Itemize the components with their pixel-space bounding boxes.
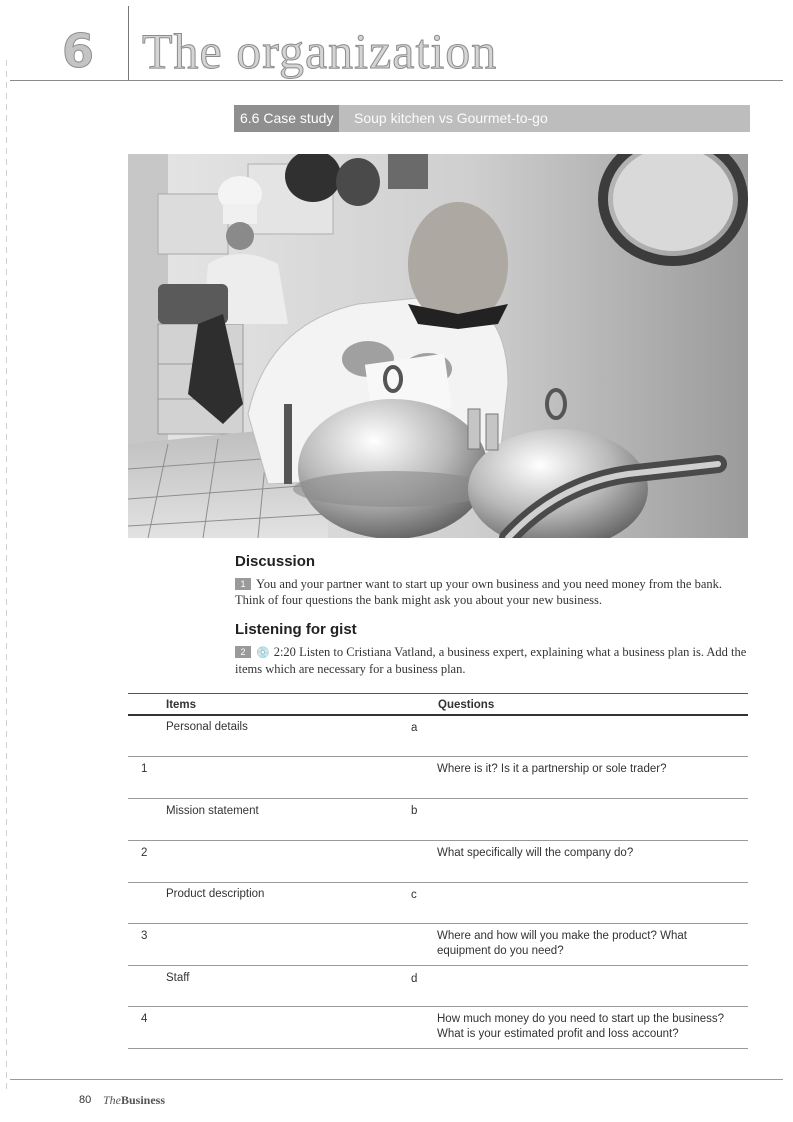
case-study-banner (234, 105, 750, 132)
chapter-divider (128, 6, 129, 80)
discussion-body: You and your partner want to start up your own business and you need money from the bank. Think of four questions the bank might ask you about your new business. (235, 577, 723, 607)
row-question: What specifically will the company do? (437, 847, 634, 859)
questions-column-header: Questions (438, 699, 495, 711)
row-question: Where and how will you make the product? What equipment do you need? (437, 930, 687, 957)
row-number: 4 (141, 1013, 148, 1025)
row-number: 1 (141, 763, 148, 775)
listening-heading: Listening for gist (235, 621, 357, 638)
scan-edge (6, 60, 7, 1090)
row-divider (128, 882, 748, 883)
row-divider (128, 840, 748, 841)
exercise-number-2: 2 (235, 646, 251, 658)
exercise-number-1: 1 (235, 578, 251, 590)
row-item: Staff (166, 972, 190, 984)
row-number: 3 (141, 930, 148, 942)
header-rule (10, 80, 783, 81)
row-item: Mission statement (166, 805, 259, 817)
row-divider (128, 923, 748, 924)
cd-icon: 💿 (256, 646, 270, 659)
case-study-label: 6.6 Case study (234, 105, 339, 132)
discussion-heading: Discussion (235, 553, 316, 570)
row-item: Product description (166, 888, 265, 900)
row-divider (128, 1006, 748, 1007)
chapter-title: The organization (142, 23, 498, 79)
row-divider (128, 798, 748, 799)
discussion-text (235, 576, 750, 608)
chef-photo (128, 154, 748, 538)
case-study-title: Soup kitchen vs Gourmet-to-go (354, 110, 548, 126)
book-title-name: Business (121, 1093, 166, 1107)
row-divider (128, 1048, 748, 1049)
row-item: Personal details (166, 721, 248, 733)
row-question: Where is it? Is it a partnership or sole trader? (437, 763, 667, 775)
listening-body: Listen to Cristiana Vatland, a business expert, explaining what a business plan is. Add the items which are necessary for a business plan. (235, 645, 747, 676)
row-letter: a (411, 722, 418, 734)
row-letter: b (411, 805, 418, 817)
footer-rule (10, 1079, 783, 1080)
row-divider (128, 756, 748, 757)
table-top-rule (128, 693, 748, 694)
listening-text (235, 644, 750, 677)
row-divider (128, 965, 748, 966)
audio-track: 2:20 (273, 645, 296, 659)
row-number: 2 (141, 847, 148, 859)
chapter-number: 6 (62, 24, 95, 78)
page-number: 80 (79, 1094, 92, 1106)
items-column-header: Items (166, 699, 197, 711)
row-question: How much money do you need to start up the business? What is your estimated profit and loss account? (437, 1013, 725, 1040)
row-letter: c (411, 889, 417, 901)
table-header-rule (128, 714, 748, 716)
book-title (103, 1093, 165, 1108)
row-letter: d (411, 973, 418, 985)
book-title-prefix: The (103, 1093, 121, 1107)
